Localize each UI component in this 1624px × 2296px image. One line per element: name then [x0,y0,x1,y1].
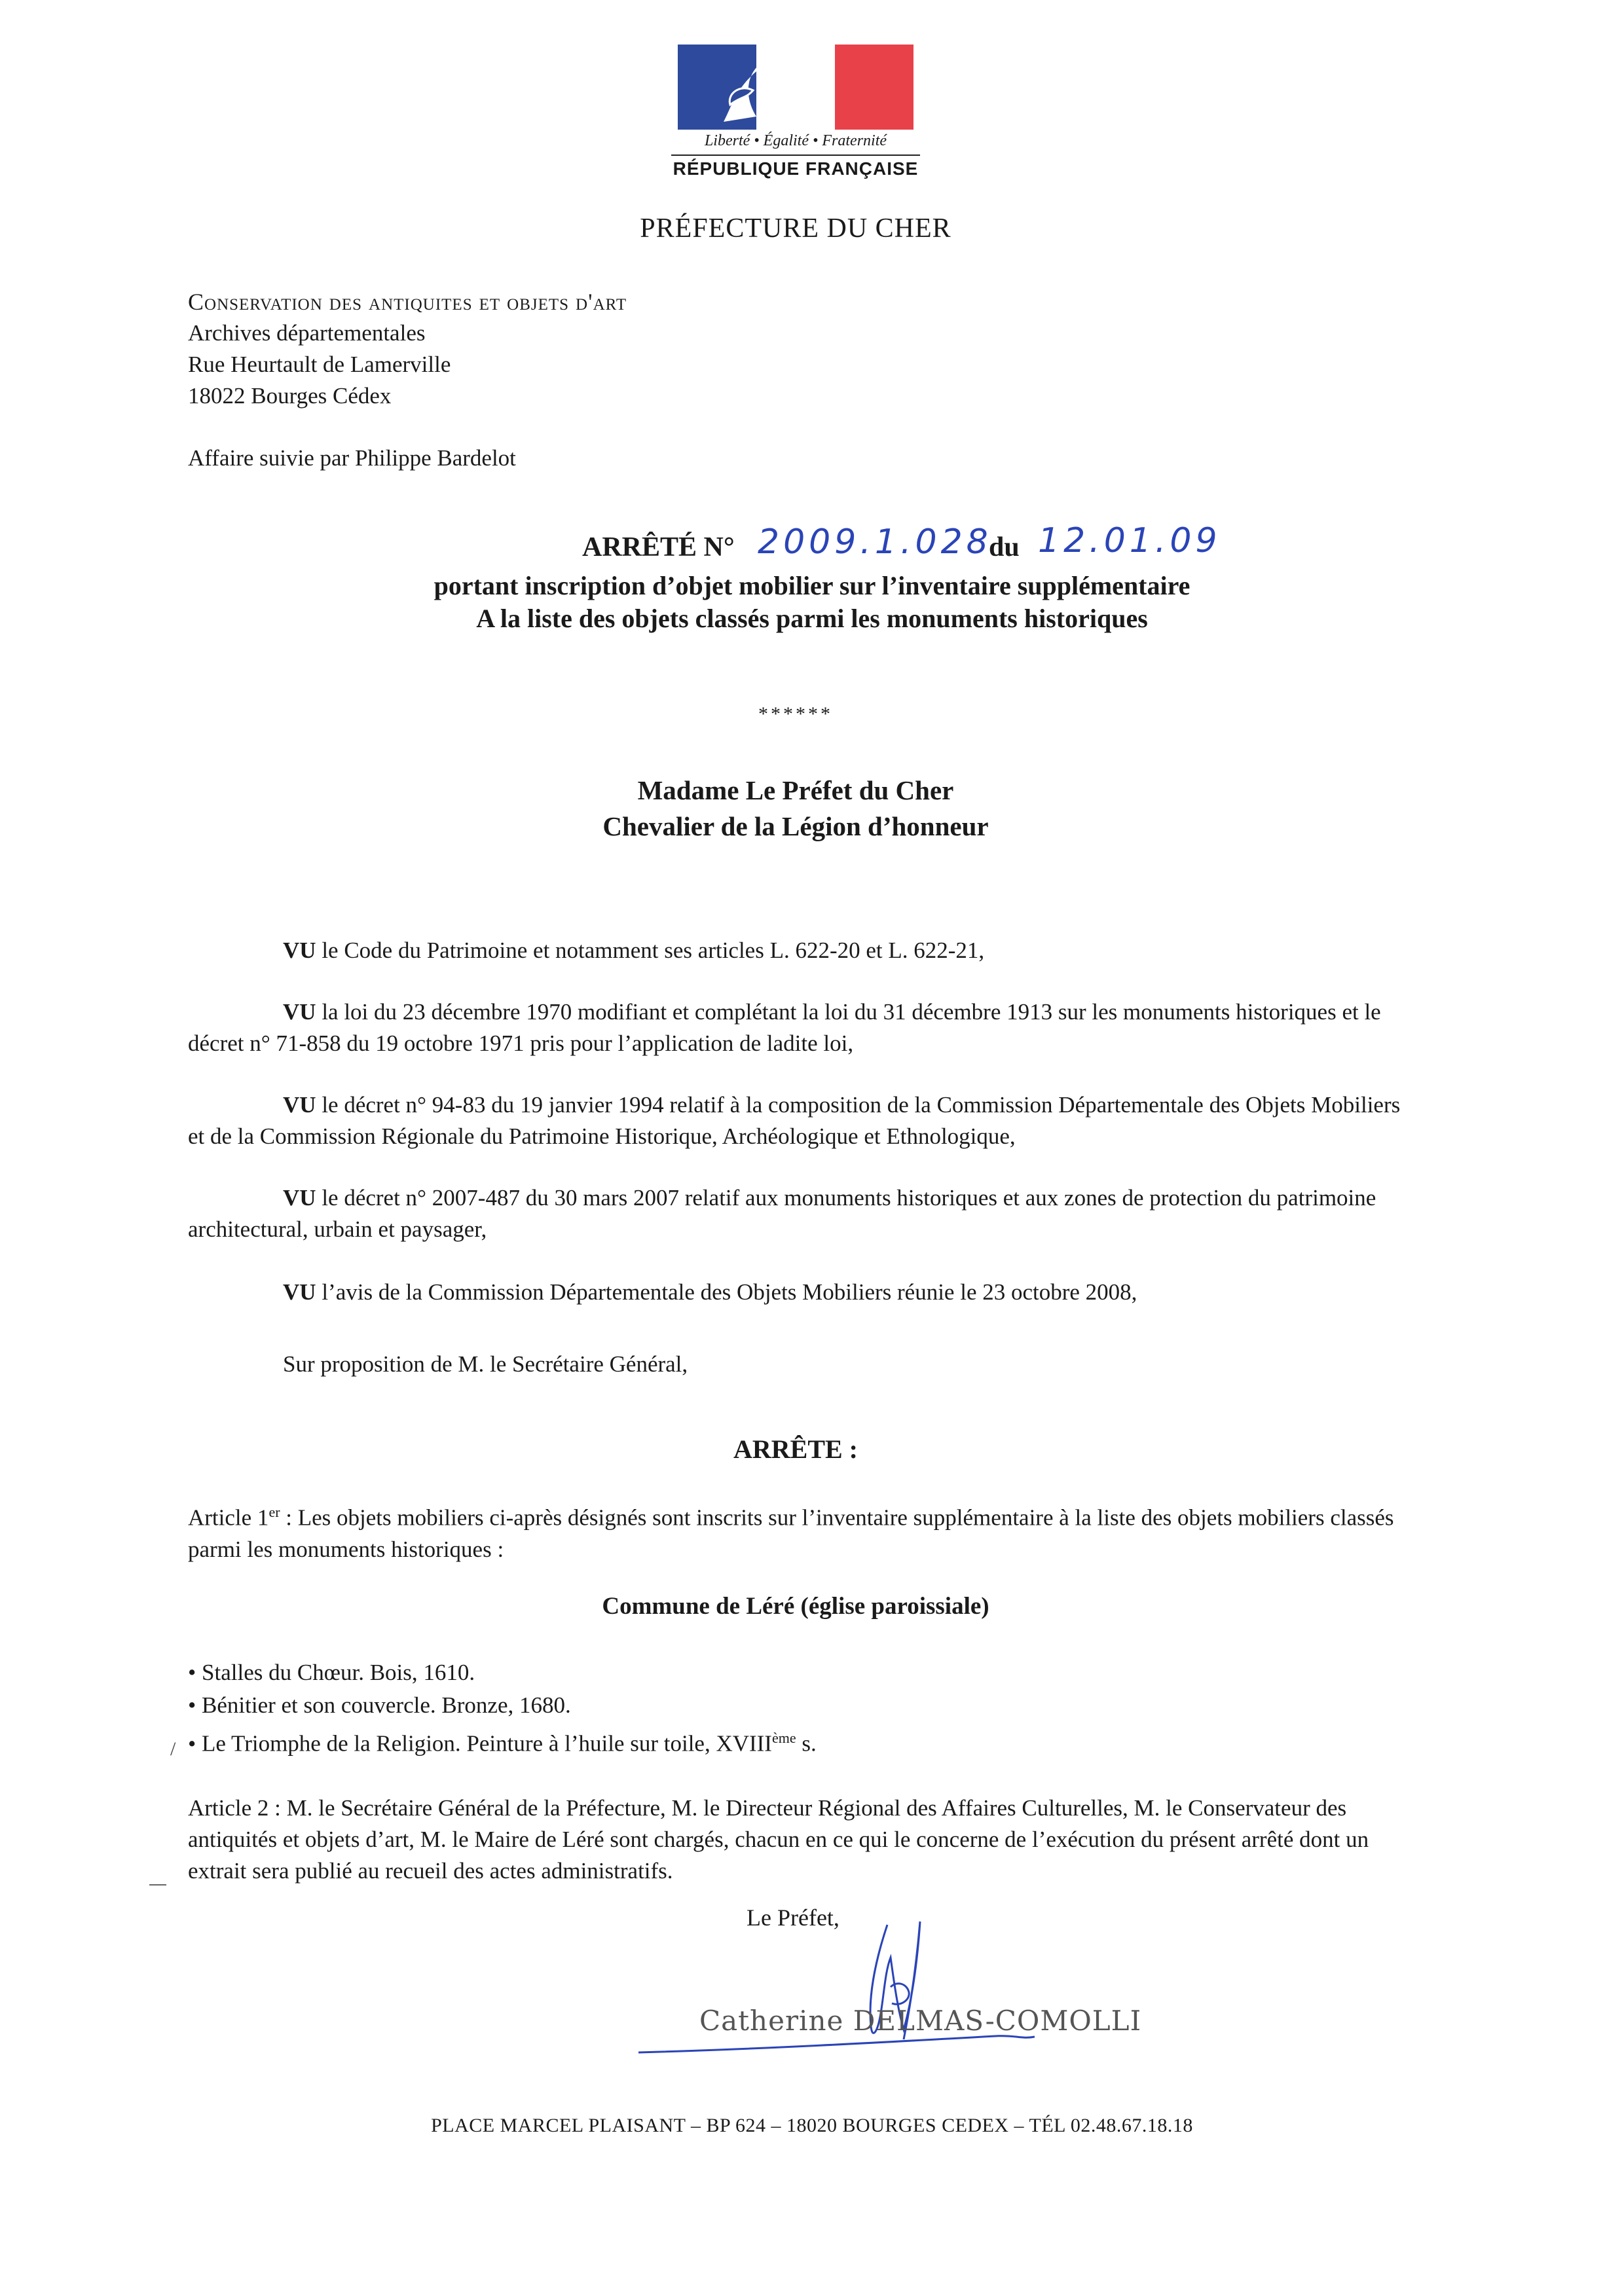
object-sup: ème [771,1730,796,1746]
service-block [188,286,1105,412]
subtitle-line-2: A la liste des objets classés parmi les monuments historiques [476,604,1148,633]
separator-stars: ****** [758,703,833,725]
arrete-subtitle [196,570,1428,635]
commune-heading: Commune de Léré (église paroissiale) [602,1593,989,1620]
footer-address: PLACE MARCEL PLAISANT – BP 624 – 18020 BOURGES CEDEX – TÉL 02.48.67.18.18 [431,2115,1193,2136]
visa-text: l’avis de la Commission Départementale des Objets Mobiliers réunie le 23 octobre 2008, [316,1279,1137,1305]
visa-vu: VU [283,999,316,1025]
arrete-number-label: ARRÊTÉ N° [582,532,735,562]
visa-4 [188,1182,1422,1245]
marianne-logo [678,45,913,130]
subtitle-line-1: portant inscription d’objet mobilier sur l’inventaire supplémentaire [434,571,1190,600]
motto: Liberté • Égalité • Fraternité [704,132,887,149]
arrete-date-handwritten: 12.01.09 [1038,521,1221,560]
visa-text: le décret n° 94-83 du 19 janvier 1994 relatif à la composition de la Commission Départementale des Objets Mobiliers et de la Commission Régionale du Patrimoine Historique, Archéologique et Ethnologique, [188,1092,1401,1149]
visa-vu: VU [283,1092,316,1118]
service-line-3: 18022 Bourges Cédex [188,383,392,409]
margin-mark: / [170,1738,176,1760]
visa-text: le Code du Patrimoine et notamment ses articles L. 622-20 et L. 622-21, [316,938,985,963]
prefet-line-2: Chevalier de la Légion d’honneur [602,811,989,841]
list-item [188,1689,1367,1722]
article-1-sup: er [268,1504,280,1520]
prefet-line-1: Madame Le Préfet du Cher [637,775,954,805]
object-tail: s. [796,1730,817,1757]
visa-3 [188,1089,1422,1152]
object-list [188,1656,1367,1760]
handwritten-signature [629,1908,1153,2066]
visa-vu: VU [283,938,316,963]
service-line-2: Rue Heurtault de Lamerville [188,352,451,377]
arrete-du-label: du [989,532,1020,562]
service-name: Conservation des antiquites et objets d'art [188,289,627,315]
visa-1 [188,935,1422,966]
object-text: Stalles du Chœur. Bois, 1610. [202,1660,475,1685]
visa-5 [188,1277,1422,1308]
list-item [188,1722,1367,1760]
affaire-suivie: Affaire suivie par Philippe Bardelot [188,445,516,471]
visa-text: le décret n° 2007-487 du 30 mars 2007 relatif aux monuments historiques et aux zones de protection du patrimoine architectural, urbain et paysager, [188,1185,1376,1242]
arrete-number-handwritten: 2009.1.028 [758,522,992,562]
visa-2 [188,996,1422,1059]
article-1-text: : Les objets mobiliers ci-après désignés sont inscrits sur l’inventaire supplémentaire à la liste des objets mobiliers classés parmi les monuments historiques : [188,1504,1394,1562]
article-1 [188,1497,1422,1565]
visa-vu: VU [283,1279,316,1305]
object-text: Bénitier et son couvercle. Bronze, 1680. [202,1692,571,1718]
signatory-name: Catherine DELMAS-COMOLLI [699,2005,1142,2037]
article-1-label: Article 1 [188,1504,269,1531]
visa-text: la loi du 23 décembre 1970 modifiant et complétant la loi du 31 décembre 1913 sur les monuments historiques et le décret n° 71-858 du 19 octobre 1971 pris pour l’application de ladite loi, [188,999,1381,1056]
service-line-1: Archives départementales [188,320,426,346]
motto-divider [671,155,920,156]
proposition: Sur proposition de M. le Secrétaire Général, [283,1351,688,1377]
prefecture-title: PRÉFECTURE DU CHER [640,213,951,244]
prefet-heading [393,773,1198,845]
signature-title: Le Préfet, [747,1904,840,1931]
margin-dash [149,1884,166,1886]
list-item [188,1656,1367,1689]
article-2: Article 2 : M. le Secrétaire Général de la Préfecture, M. le Directeur Régional des Affaires Culturelles, M. le Conservateur des antiquités et objets d’art, M. le Maire de Léré sont chargés, chacun en ce qui le concerne de l’exécution du présent arrêté dont un extrait sera publié au recueil des actes administratifs. [188,1795,1369,1884]
arrete-heading: ARRÊTE : [733,1434,858,1464]
republique-francaise: RÉPUBLIQUE FRANÇAISE [673,158,919,179]
visa-vu: VU [283,1185,316,1211]
object-text: Le Triomphe de la Religion. Peinture à l’huile sur toile, XVIII [202,1730,772,1757]
